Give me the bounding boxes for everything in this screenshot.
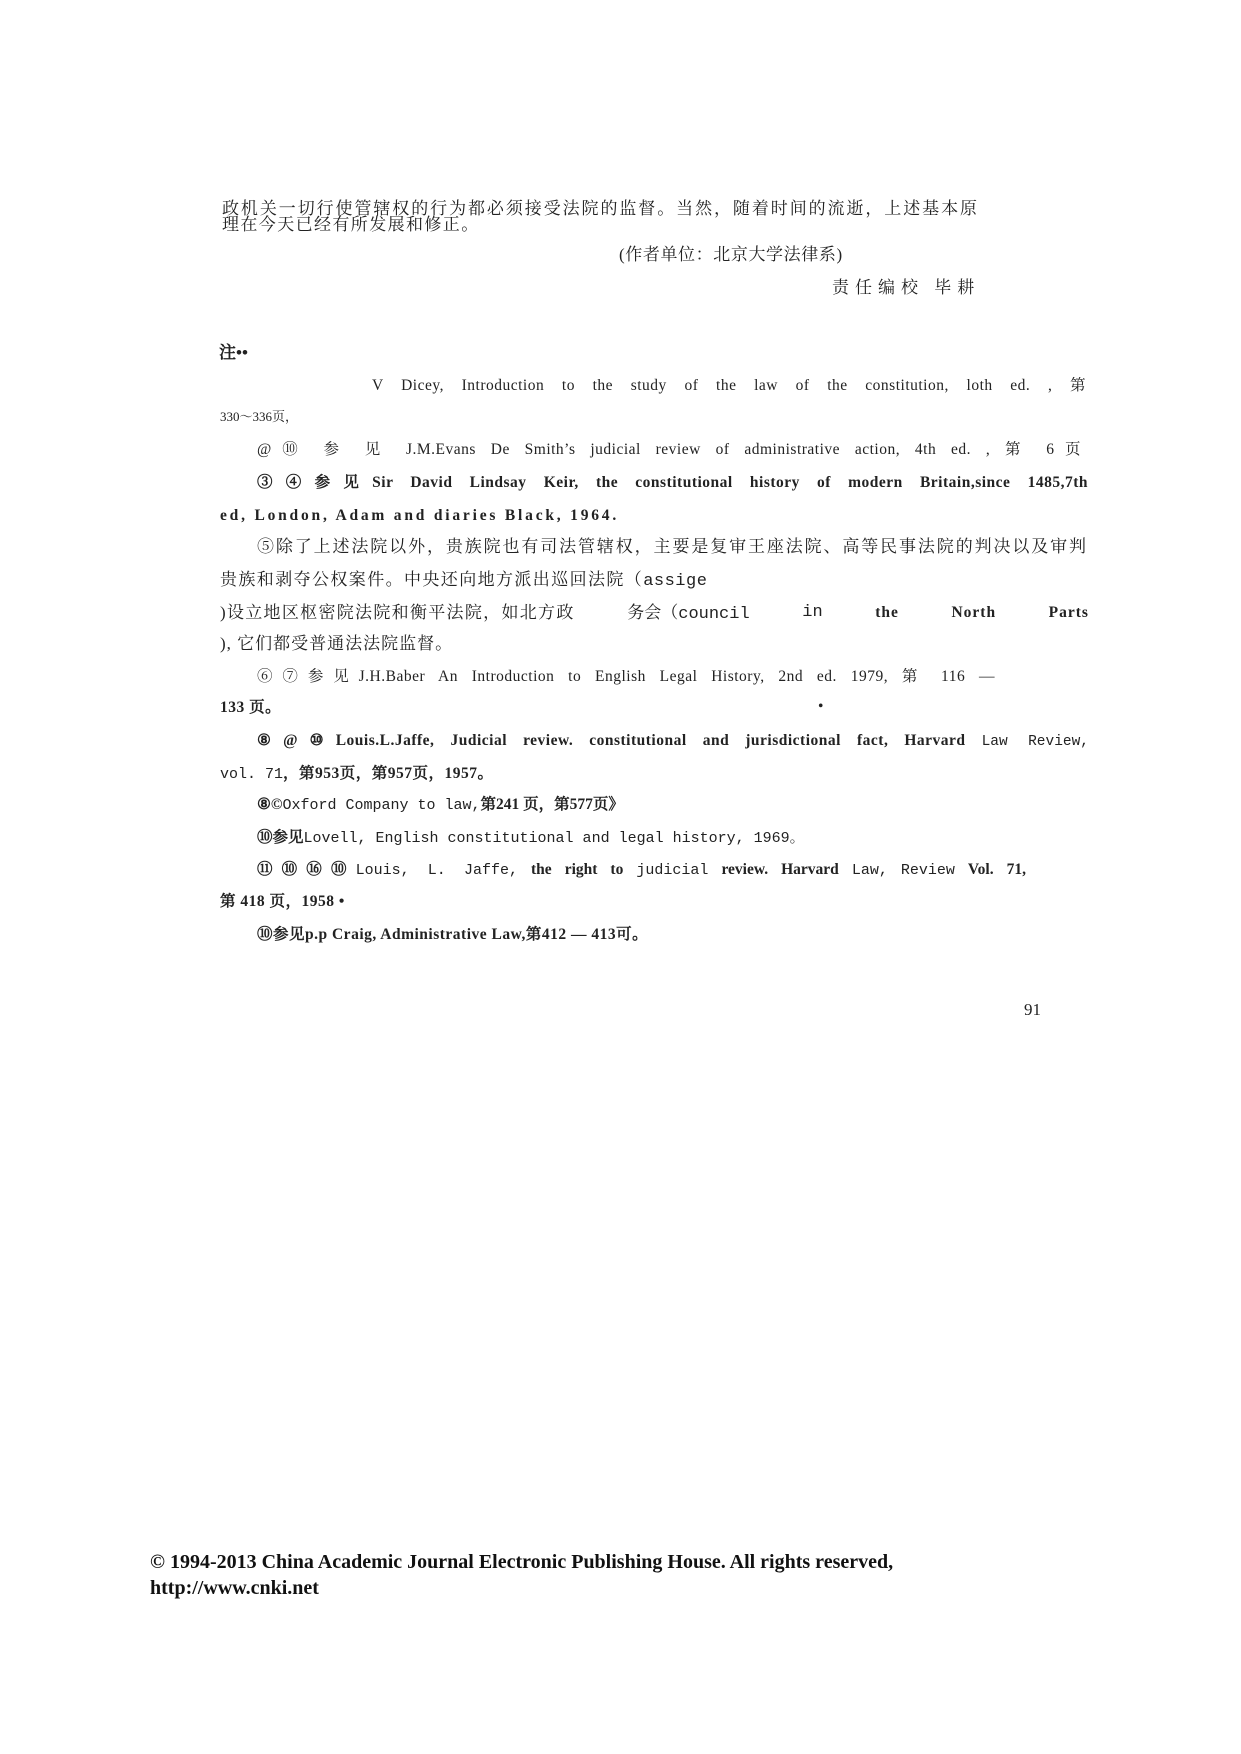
- responsible-editor: 责任编校 毕耕: [832, 278, 981, 297]
- footnote-line: [220, 764, 720, 784]
- copyright-notice: © 1994-2013 China Academic Journal Electronic Publishing House. All rights reserved,: [150, 1551, 894, 1573]
- footnote-line: ③④参见Sir David Lindsay Keir, the constitutional history of modern Britain,since 1485,7th: [257, 474, 1088, 491]
- footnote-segment: Law Review,: [981, 734, 1089, 750]
- footnote-line: [220, 570, 820, 590]
- footnote-segment: the: [875, 604, 899, 621]
- footnote-segment: Law,: [851, 862, 888, 879]
- body-text-line: 理在今天已经有所发展和修正。: [222, 215, 480, 234]
- footnote-segment: Parts: [1048, 604, 1089, 621]
- footnote-segment: 贵族和剥夺公权案件。中央还向地方派出巡回法院（: [220, 570, 644, 589]
- footnote-segment: Lovell, English constitutional and legal history, 1969。: [303, 830, 805, 847]
- footnote-line: ), 它们都受普通法法院监督。: [220, 634, 454, 653]
- footnote-line: ⑤除了上述法院以外，贵族院也有司法管辖权，主要是复审王座法院、高等民事法院的判决以及审判: [257, 537, 1086, 556]
- footnote-line: [257, 860, 1026, 880]
- bullet-mark: •: [818, 698, 824, 715]
- footnote-segment-group: [627, 603, 749, 623]
- footnote-line: ed, London, Adam and diaries Black, 1964.: [220, 507, 620, 524]
- footnote-segment: Oxford Company to law,: [282, 797, 481, 814]
- footnote-line: [220, 603, 1089, 623]
- footnote-segment: council: [678, 605, 750, 623]
- footnote-line: [257, 828, 877, 848]
- footnote-line: 330～336页，: [220, 409, 299, 424]
- notes-heading: 注••: [219, 343, 248, 362]
- footnote-line: @⑩ 参 见 J.M.Evans De Smith’s judicial review of administrative action, 4th ed. , 第 6页: [257, 441, 1081, 458]
- footnote-segment: the right to: [531, 861, 624, 878]
- footnote-line: [257, 795, 757, 815]
- source-url: http://www.cnki.net: [150, 1577, 319, 1599]
- footnote-segment: ，第953页，第957页，1957。: [283, 765, 494, 782]
- footnote-segment: Review: [900, 862, 955, 879]
- author-affiliation: (作者单位：北京大学法律系): [619, 245, 843, 264]
- footnote-line: ⑥⑦参见J.H.Baber An Introduction to English Legal History, 2nd ed. 1979, 第 116 —: [257, 668, 995, 685]
- footnote-segment: assige: [643, 572, 708, 590]
- footnote-segment: Vol. 71,: [967, 861, 1026, 878]
- footnote-segment: judicial: [636, 862, 709, 879]
- footnote-segment: North: [951, 604, 997, 621]
- footnote-line: 第 418 页，1958 •: [220, 893, 345, 910]
- footnote-line: 133 页。: [220, 699, 282, 716]
- footnote-segment: 第241 页，第577页》: [480, 796, 624, 813]
- footnote-segment: 务会（: [627, 603, 679, 622]
- footnote-segment: ⑧©: [257, 796, 283, 813]
- footnote-segment: )设立地区枢密院法院和衡平法院，如北方政: [220, 603, 575, 622]
- footnote-segment: Louis, L. Jaffe,: [355, 862, 518, 879]
- footnote-segment: ⑪⑩⑯⑩: [257, 861, 356, 878]
- footnote-line: [257, 731, 1089, 751]
- body-text-line: 政机关一切行使管辖权的行为都必须接受法院的监督。当然，随着时间的流逝，上述基本原: [222, 199, 977, 218]
- footnote-segment: vol. 71: [220, 766, 284, 783]
- page-number: 91: [1024, 1000, 1041, 1019]
- footnote-segment: in: [802, 603, 823, 622]
- footnote-segment: review. Harvard: [721, 861, 839, 878]
- footnote-line: ⑩参见p.p Craig, Administrative Law,第412 — 413可。: [257, 926, 649, 943]
- footnote-segment: ⑧@⑩Louis.L.Jaffe, Judicial review. constitutional and jurisdictional fact, Harvard: [257, 732, 966, 749]
- footnote-line: V Dicey, Introduction to the study of the law of the constitution, loth ed. , 第: [372, 377, 1086, 394]
- footnote-segment: ⑩参见: [257, 829, 304, 846]
